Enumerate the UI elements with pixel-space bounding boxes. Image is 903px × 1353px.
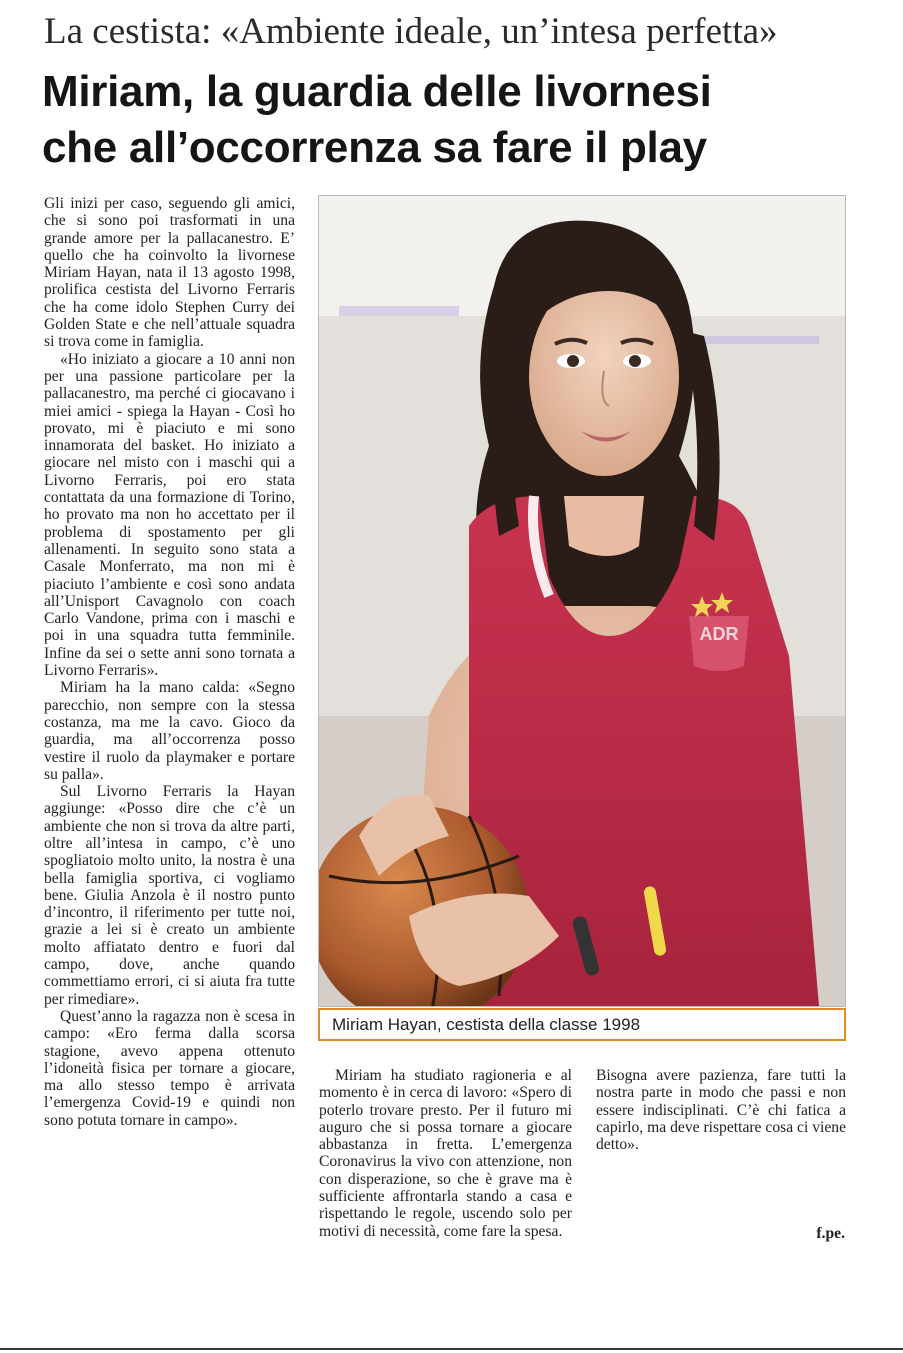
- jersey-text: ADR: [699, 624, 739, 644]
- article-paragraph-6-continued: Bisogna avere pazienza, fare tutti la nostra parte in modo che passi e non essere indisciplinati. C’è chi fatica a capirlo, ma deve rispettare cosa ci viene detto».: [596, 1067, 846, 1154]
- article-column-3: [596, 1067, 846, 1247]
- page-bottom-rule: [0, 1348, 903, 1350]
- article-paragraph-3: Miriam ha la mano calda: «Segno parecchio, non sempre con la stessa costanza, ma me la cavo. Gioco da guardia, ma all’occorrenza posso vestire il ruolo da playmaker e portare su palla».: [44, 679, 295, 783]
- article-overline: La cestista: «Ambiente ideale, un’intesa perfetta»: [44, 11, 778, 52]
- photo-caption: Miriam Hayan, cestista della classe 1998: [318, 1008, 846, 1041]
- author-signature: f.pe.: [816, 1225, 845, 1242]
- article-paragraph-5: Quest’anno la ragazza non è scesa in campo: «Ero ferma dalla scorsa stagione, avevo appena ottenuto l’idoneità fisica per tornare a giocare, ma allo stesso tempo è arrivata l’emergenza Covid-19 e quindi non sono potuta tornare in campo».: [44, 1007, 295, 1129]
- article-column-2: [319, 1067, 572, 1247]
- article-column-1: [44, 195, 295, 1245]
- player-photo-illustration: [319, 196, 845, 1006]
- headline-line-1: Miriam, la guardia delle livornesi: [42, 67, 712, 116]
- article-paragraph-1: Gli inizi per caso, seguendo gli amici, che si sono poi trasformati in una grande amore per la pallacanestro. E’ quello che ha coinvolto la livornese Miriam Hayan, nata il 13 agosto 1998, prolifica cestista del Livorno Ferraris che ha come idolo Stephen Curry dei Golden State e che nell’attuale squadra si trova come in famiglia.: [44, 195, 295, 351]
- article-paragraph-2: «Ho iniziato a giocare a 10 anni non per una passione particolare per la pallacanestro, ma perché ci giocavano i miei amici - spiega la Hayan - Così ho provato, mi è piaciuto e mi sono innamorata del basket. Ho iniziato a giocare nel misto con i maschi qui a Livorno Ferraris, poi ero stata contattata da una formazione di Torino, ho provato ma non ho accettato per il problema di spostamento per gli allenamenti. In seguito sono stata a Casale Monferrato, ma non mi è piaciuto l’ambiente e così sono andata all’Unisport Cavagnolo con coach Carlo Vandone, prima con i maschi e poi in una squadra tutta femminile. Infine da sei o sette anni sono tornata a Livorno Ferraris».: [44, 350, 295, 680]
- article-paragraph-6: Miriam ha studiato ragioneria e al momento è in cerca di lavoro: «Spero di poterlo trovare presto. Per il futuro mi auguro che si possa tornare a giocare abbastanza in fretta. L’emergenza Coronavirus la vivo con attenzione, non con disperazione, so che è grave ma è sufficiente affrontarla stando a casa e rispettando le regole, uscendo solo per motivi di necessità, come fare la spesa.: [319, 1067, 572, 1240]
- player-photo: [318, 195, 846, 1007]
- headline-line-2: che all’occorrenza sa fare il play: [42, 123, 707, 172]
- article-headline: [42, 64, 892, 176]
- article-paragraph-4: Sul Livorno Ferraris la Hayan aggiunge: «Posso dire che c’è un ambiente che non si trova da altre parti, oltre all’intesa in campo, c’è uno spogliatoio molto unito, la nostra è una bella famiglia sportiva, ci vogliamo bene. Giulia Anzola è il nostro punto d’incontro, il riferimento per tutte noi, grazie a lei si è creato un ambiente molto affiatato dentro e fuori dal campo, dove, anche quando commettiamo errori, ci si aiuta fra tutte per rimediare».: [44, 783, 295, 1008]
